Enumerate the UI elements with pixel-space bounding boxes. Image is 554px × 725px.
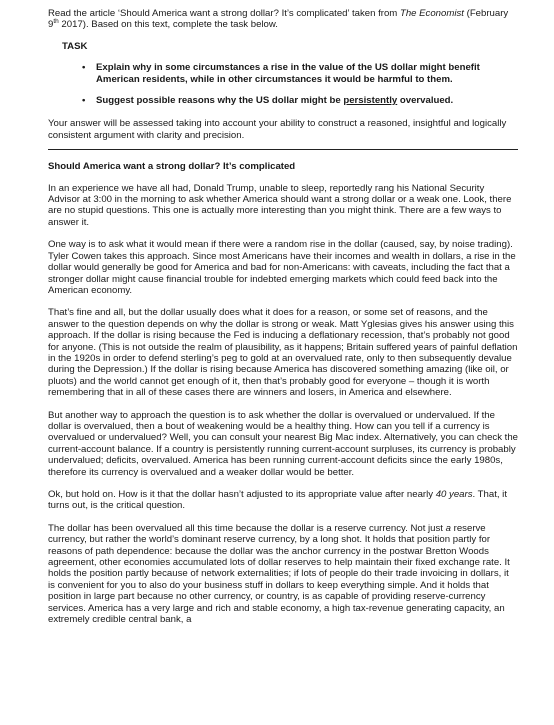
article-paragraph: That’s fine and all, but the dollar usually does what it does for a reason, or some set of reasons, and the answer to the question depends on why the dollar is strong or weak. Matt Yglesias gives his answer using this approach. If the dollar is rising because the Fed is inducing a deflationary recession, that’s probably not good for anyone. (This is not outside the realm of plausibility, as it happens; Britain suffered years of painful deflation in the 1920s in order to defend sterling’s peg to gold at an overvalued rate, only to then subsequently devalue during the Depression.) If the dollar is rising because America has discovered something amazing (like oil, or pluots) and the world cannot get enough of it, then that’s probably good for everyone – though it is worth remembering that in all of these cases there are winners and losers, in America and elsewhere. — [48, 307, 518, 399]
source-publication: The Economist — [399, 8, 464, 19]
paragraph-text-after: . That, it turns out, is the critical question. — [48, 489, 507, 512]
article-paragraph: One way is to ask what it would mean if there were a random rise in the dollar (caused, say, by noise trading). Tyler Cowen takes this approach. Since most Americans have their incomes and wealth in dollars, a rise in the dollar would generally be good for America and bad for non-Americans: with caveats, including the fact that a stronger dollar might cause financial trouble for indebted emerging markets which could feed back into the American economy. — [48, 239, 516, 296]
article-paragraph: In an experience we have all had, Donald Trump, unable to sleep, reportedly rang his National Security Advisor at 3:00 in the morning to ask whether America should want a strong dollar or a weak one. Look, there are no stupid questions. This one is actually more interesting than you might think. There are a few ways to answer it. — [48, 182, 512, 228]
paragraph-emphasis: a — [445, 522, 451, 534]
task-item-emphasis: persistently — [343, 95, 398, 107]
task-item-text: Explain why in some circumstances a rise in the value of the US dollar might benefit American residents, while in other circumstances it would be harmful to them. — [96, 62, 480, 85]
task-list — [48, 62, 518, 106]
intro-text-3: 2017). Based on this text, complete the task below. — [58, 19, 278, 31]
task-item — [82, 62, 518, 85]
bullet-icon: • — [82, 62, 86, 74]
task-heading: TASK — [62, 40, 88, 52]
section-divider — [48, 149, 518, 150]
task-item — [82, 95, 518, 107]
paragraph-text-before: The dollar has been overvalued all this time because the dollar is a reserve currency. Not just — [48, 522, 446, 534]
instructions-paragraph — [48, 8, 518, 31]
paragraph-emphasis: 40 years — [435, 489, 473, 500]
article-title: Should America want a strong dollar? It’s complicated — [48, 161, 296, 173]
date-superscript: th — [53, 18, 59, 26]
article-paragraph — [48, 523, 518, 626]
paragraph-text-before: Ok, but hold on. How is it that the dollar hasn’t adjusted to its appropriate value after nearly — [48, 489, 436, 500]
intro-text-1: Read the article ‘Should America want a strong dollar? It’s complicated’ taken from — [48, 8, 400, 19]
article-paragraph: But another way to approach the question is to ask whether the dollar is overvalued or undervalued. If the dollar is overvalued, then a bout of weakening would be a healthy thing. How can you tell if a currency is overvalued or undervalued? Well, you can consult your nearest Big Mac index. Alternatively, you can check the current-account balance. If a country is persistently running current-account surpluses, its currency is probably undervalued; deficits, overvalued. America has been running current-account deficits since the early 1980s, therefore its currency is overvalued and a weaker dollar would be better. — [48, 409, 518, 478]
article-paragraph — [48, 489, 518, 512]
intro-text-2: (February 9 — [48, 8, 509, 31]
assessment-note: Your answer will be assessed taking into account your ability to construct a reasoned, insightful and logically consistent argument with clarity and precision. — [48, 118, 507, 141]
task-item-text-before: Suggest possible reasons why the US dollar might be — [96, 95, 344, 107]
paragraph-text-after: reserve currency, but rather the world’s dominant reserve currency, by a long shot. It holds that position partly for reasons of path dependence: because the dollar was the anchor currency in the postwar Bretton Woods agreement, other economies accumulated lots of dollar reserves to help maintain their fixed exchange rate. It holds the position partly because of network externalities; if lots of people do their trade invoicing in dollars, it is convenient for you to also do your business stuff in dollars to keep everything simple. And it holds that position in large part because no other currency, or country, is as capable of providing reserve-currency services. America has a very large and rich and stable economy, a high tax-revenue generating capacity, an extremely credible central bank, a — [48, 522, 510, 626]
task-item-text-after: overvalued. — [397, 95, 454, 107]
bullet-icon: • — [82, 95, 86, 107]
